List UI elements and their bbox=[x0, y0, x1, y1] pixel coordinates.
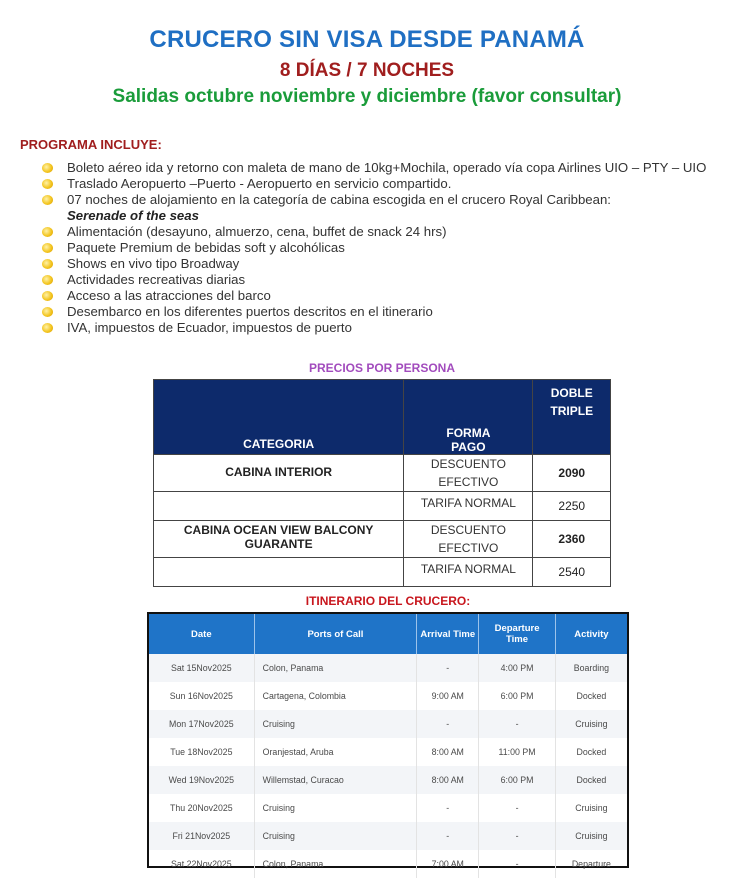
itinerary-table bbox=[149, 614, 627, 878]
table-row bbox=[154, 558, 611, 587]
prices-header-row bbox=[154, 380, 611, 455]
page-title: CRUCERO SIN VISA DESDE PANAMÁ bbox=[149, 26, 585, 53]
itinerary-heading: ITINERARIO DEL CRUCERO: bbox=[305, 594, 471, 608]
sun-bullet-icon bbox=[42, 179, 54, 189]
table-row: Sat 22Nov2025 Colon, Panama 7:00 AM - Departure bbox=[149, 850, 627, 878]
itinerary-panel bbox=[147, 612, 629, 868]
price-category: CABINA OCEAN VIEW BALCONY GUARANTE bbox=[154, 521, 404, 558]
table-row: Thu 20Nov2025 Cruising - - Cruising bbox=[149, 794, 627, 822]
price-payment: TARIFA NORMAL bbox=[404, 492, 533, 521]
col-ports: Ports of Call bbox=[254, 614, 417, 654]
sun-bullet-icon bbox=[42, 275, 54, 285]
sun-bullet-icon bbox=[42, 323, 54, 333]
prices-col-category: CATEGORIA bbox=[154, 380, 404, 455]
sun-bullet-icon bbox=[42, 291, 54, 301]
duration-subtitle: 8 DÍAS / 7 NOCHES bbox=[279, 60, 455, 81]
prices-col-price: DOBLE TRIPLE bbox=[533, 380, 611, 455]
col-arrival: Arrival Time bbox=[417, 614, 479, 654]
price-value: 2540 bbox=[533, 558, 611, 587]
table-row: Sat 15Nov2025 Colon, Panama - 4:00 PM Boarding bbox=[149, 654, 627, 682]
table-row: Tue 18Nov2025 Oranjestad, Aruba 8:00 AM 11:00 PM Docked bbox=[149, 738, 627, 766]
ship-name: Serenade of the seas bbox=[67, 208, 199, 223]
sun-bullet-icon bbox=[42, 195, 54, 205]
table-row bbox=[154, 492, 611, 521]
list-item: Shows en vivo tipo Broadway bbox=[40, 256, 720, 272]
list-item: Boleto aéreo ida y retorno con maleta de mano de 10kg+Mochila, operado vía copa Airlines UIO – PTY – UIO bbox=[40, 160, 720, 176]
itinerary-body bbox=[149, 654, 627, 878]
price-category bbox=[154, 492, 404, 521]
prices-heading: PRECIOS POR PERSONA bbox=[308, 361, 456, 375]
departures-subtitle: Salidas octubre noviembre y diciembre (favor consultar) bbox=[112, 86, 622, 107]
itinerary-header-row bbox=[149, 614, 627, 654]
list-item: Actividades recreativas diarias bbox=[40, 272, 720, 288]
list-item: Paquete Premium de bebidas soft y alcohólicas bbox=[40, 240, 720, 256]
sun-bullet-icon bbox=[42, 259, 54, 269]
price-category bbox=[154, 558, 404, 587]
list-item: Traslado Aeropuerto –Puerto - Aeropuerto en servicio compartido. bbox=[40, 176, 720, 192]
table-row bbox=[154, 521, 611, 558]
sun-bullet-icon bbox=[42, 227, 54, 237]
table-row bbox=[154, 455, 611, 492]
sun-bullet-icon bbox=[42, 243, 54, 253]
program-list bbox=[40, 160, 720, 336]
list-item: Acceso a las atracciones del barco bbox=[40, 288, 720, 304]
program-heading: PROGRAMA INCLUYE: bbox=[20, 137, 162, 152]
price-value: 2090 bbox=[533, 455, 611, 492]
list-item: IVA, impuestos de Ecuador, impuestos de puerto bbox=[40, 320, 720, 336]
col-departure: Departure Time bbox=[479, 614, 555, 654]
list-item: Desembarco en los diferentes puertos descritos en el itinerario bbox=[40, 304, 720, 320]
sun-bullet-icon bbox=[42, 307, 54, 317]
prices-col-payment: FORMA PAGO bbox=[404, 380, 533, 455]
table-row: Sun 16Nov2025 Cartagena, Colombia 9:00 AM 6:00 PM Docked bbox=[149, 682, 627, 710]
col-date: Date bbox=[149, 614, 254, 654]
price-value: 2360 bbox=[533, 521, 611, 558]
sun-bullet-icon bbox=[42, 163, 54, 173]
price-category: CABINA INTERIOR bbox=[154, 455, 404, 492]
price-value: 2250 bbox=[533, 492, 611, 521]
price-payment: TARIFA NORMAL bbox=[404, 558, 533, 587]
price-payment: DESCUENTO EFECTIVO bbox=[404, 455, 533, 492]
list-item: Alimentación (desayuno, almuerzo, cena, buffet de snack 24 hrs) bbox=[40, 224, 720, 240]
table-row: Fri 21Nov2025 Cruising - - Cruising bbox=[149, 822, 627, 850]
table-row: Mon 17Nov2025 Cruising - - Cruising bbox=[149, 710, 627, 738]
table-row: Wed 19Nov2025 Willemstad, Curacao 8:00 AM 6:00 PM Docked bbox=[149, 766, 627, 794]
price-payment: DESCUENTO EFECTIVO bbox=[404, 521, 533, 558]
prices-table bbox=[153, 379, 611, 587]
list-item: 07 noches de alojamiento en la categoría de cabina escogida en el crucero Royal Caribbean: bbox=[40, 192, 720, 208]
col-activity: Activity bbox=[555, 614, 627, 654]
